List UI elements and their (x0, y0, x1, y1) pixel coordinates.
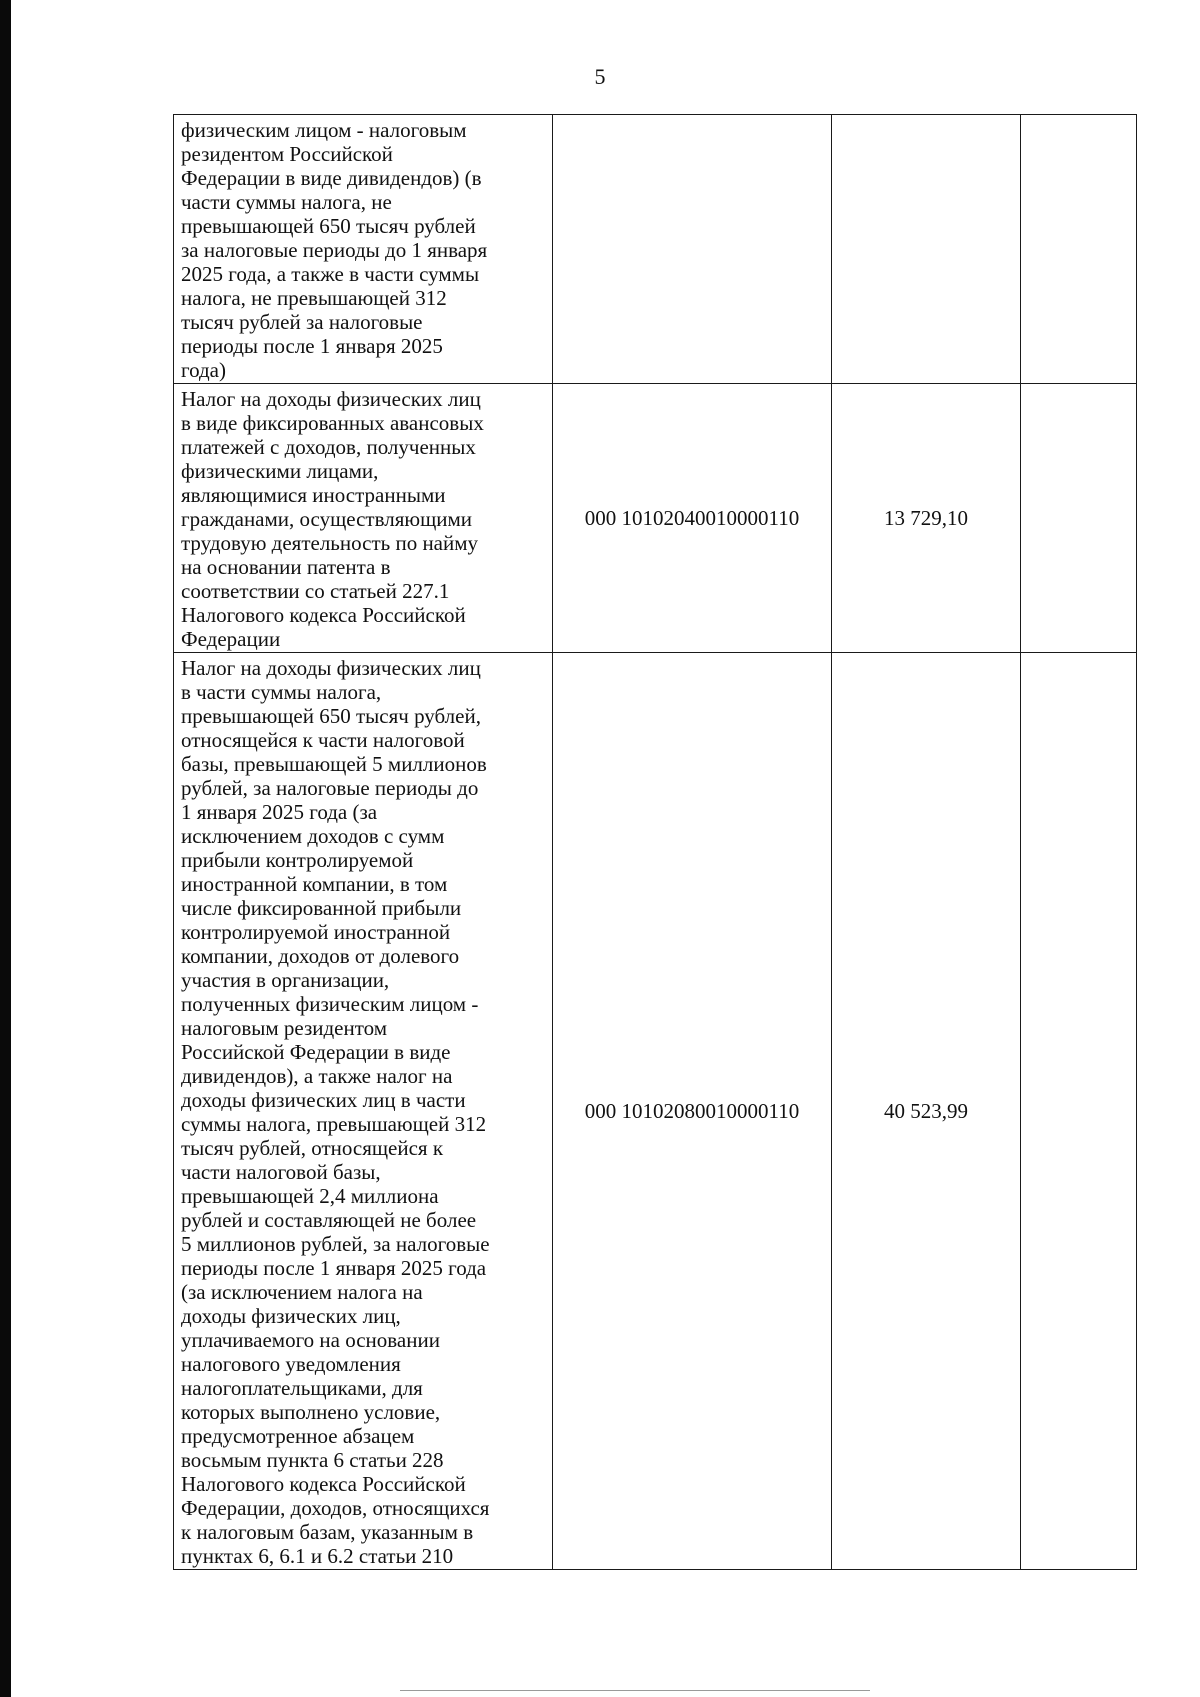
bottom-rule (400, 1690, 870, 1691)
income-table (173, 114, 1137, 1570)
table-row (174, 115, 1137, 384)
extra-cell (1021, 384, 1137, 653)
tax-description-cell: Налог на доходы физических лиц в виде фиксированных авансовых платежей с доходов, полученных физическими лицами, являющимися иностранными гражданами, осуществляющими трудовую деятельность по найму на основании патента в соответствии со статьей 227.1 Налогового кодекса Российской Федерации (174, 384, 553, 653)
budget-code-cell: 000 10102080010000110 (553, 653, 832, 1570)
table-row (174, 653, 1137, 1570)
extra-cell (1021, 115, 1137, 384)
tax-description-cell: Налог на доходы физических лиц в части суммы налога, превышающей 650 тысяч рублей, относящейся к части налоговой базы, превышающей 5 миллионов рублей, за налоговые периоды до 1 января 2025 года (за исключением доходов с сумм прибыли контролируемой иностранной компании, в том числе фиксированной прибыли контролируемой иностранной компании, доходов от долевого участия в организации, полученных физическим лицом - налоговым резидентом Российской Федерации в виде дивидендов), а также налог на доходы физических лиц в части суммы налога, превышающей 312 тысяч рублей, относящейся к части налоговой базы, превышающей 2,4 миллиона рублей и составляющей не более 5 миллионов рублей, за налоговые периоды после 1 января 2025 года (за исключением налога на доходы физических лиц, уплачиваемого на основании налогового уведомления налогоплательщиками, для которых выполнено условие, предусмотренное абзацем восьмым пункта 6 статьи 228 Налогового кодекса Российской Федерации, доходов, относящихся к налоговым базам, указанным в пунктах 6, 6.1 и 6.2 статьи 210 (174, 653, 553, 1570)
amount-cell: 40 523,99 (832, 653, 1021, 1570)
extra-cell (1021, 653, 1137, 1570)
amount-cell: 13 729,10 (832, 384, 1021, 653)
table-row (174, 384, 1137, 653)
tax-description-cell: физическим лицом - налоговым резидентом Российской Федерации в виде дивидендов) (в части суммы налога, не превышающей 650 тысяч рублей за налоговые периоды до 1 января 2025 года, а также в части суммы налога, не превышающей 312 тысяч рублей за налоговые периоды после 1 января 2025 года) (174, 115, 553, 384)
budget-code-cell: 000 10102040010000110 (553, 384, 832, 653)
budget-code-cell (553, 115, 832, 384)
page-number: 5 (594, 64, 606, 89)
scan-edge (0, 0, 11, 1697)
amount-cell (832, 115, 1021, 384)
